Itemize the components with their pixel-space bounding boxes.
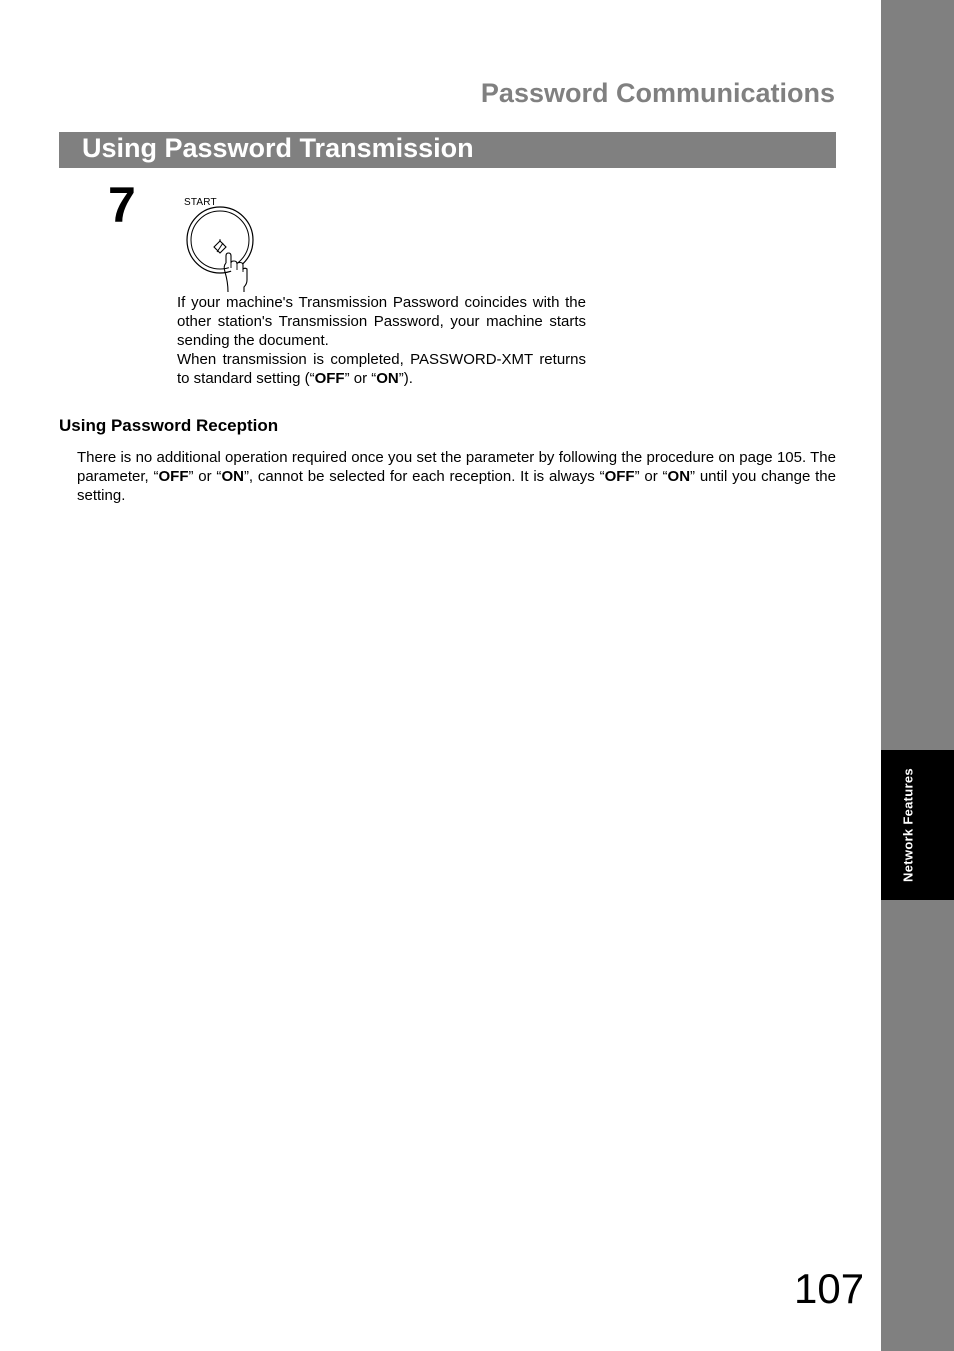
- start-button-label: START: [184, 197, 217, 208]
- reception-heading: Using Password Reception: [59, 416, 279, 435]
- step-number: 7: [108, 177, 136, 233]
- reception-description: [77, 448, 836, 505]
- start-button-press-icon: [176, 196, 266, 292]
- section-banner: [59, 132, 836, 168]
- reception-paragraph: There is no additional operation required once you set the parameter by following the procedure on page 105. The parameter, “OFF” or “ON”, cannot be selected for each reception. It is always “OFF” or “ON” until you change the setting.: [77, 449, 836, 504]
- step-paragraph-2: When transmission is completed, PASSWORD-XMT returns to standard setting (“OFF” or “ON”).: [177, 351, 586, 387]
- chapter-tab: [881, 750, 954, 900]
- step-paragraph-1: If your machine's Transmission Password coincides with the other station's Transmission Password, your machine starts sending the document.: [177, 294, 586, 349]
- chapter-title: Password Communications: [480, 78, 835, 108]
- side-bar: [881, 0, 954, 1351]
- section-title: Using Password Transmission: [82, 133, 474, 163]
- step-description: [177, 293, 586, 388]
- page-number: 107: [794, 1265, 865, 1312]
- chapter-tab-label: Network Features: [900, 768, 916, 882]
